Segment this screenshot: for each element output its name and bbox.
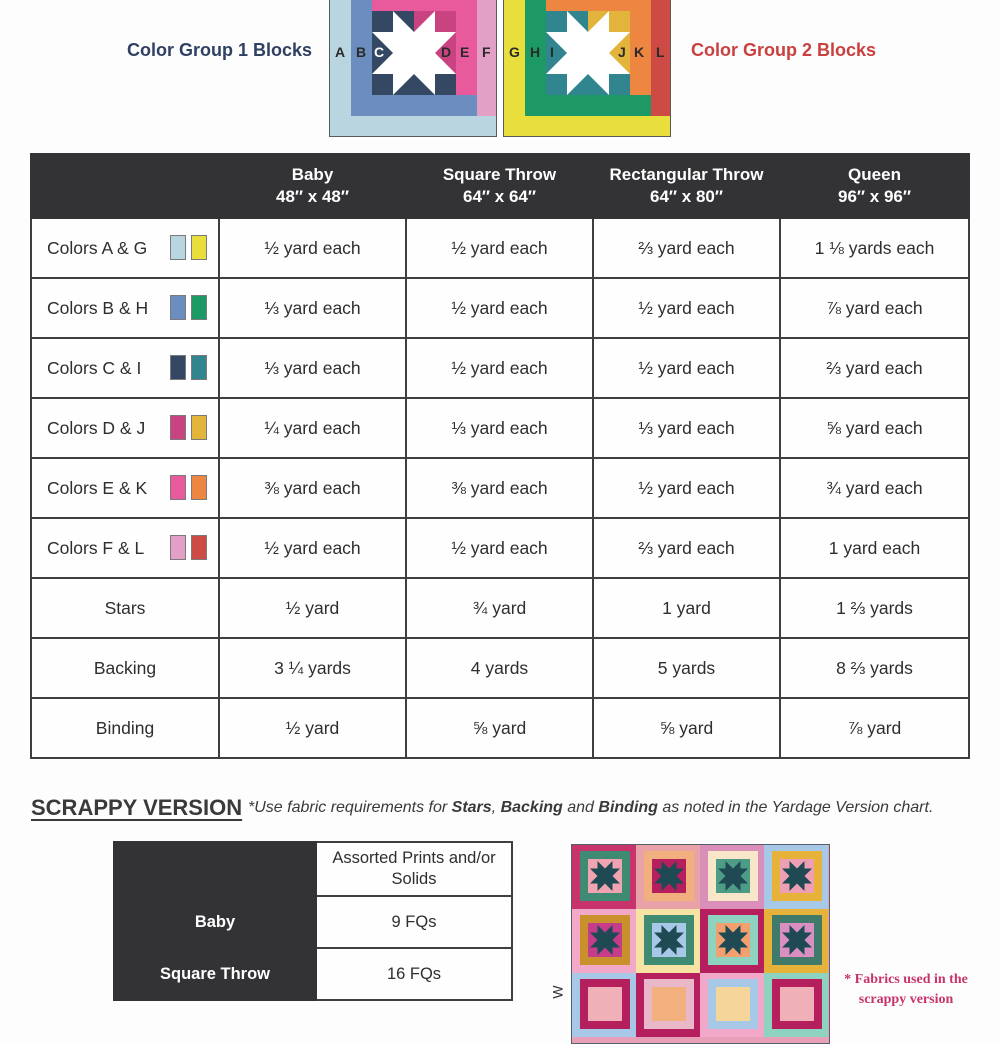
row-label bbox=[31, 458, 219, 518]
color-group-2-label: Color Group 2 Blocks bbox=[691, 40, 877, 60]
table-row bbox=[31, 278, 969, 338]
cell: ⅝ yard each bbox=[780, 398, 969, 458]
table-row bbox=[31, 578, 969, 638]
color-group-2-block bbox=[503, 0, 671, 137]
star-icon bbox=[718, 925, 748, 955]
row-label bbox=[31, 278, 219, 338]
letter-i: I bbox=[550, 44, 554, 60]
note-text: and bbox=[562, 799, 599, 816]
yardage-table bbox=[30, 153, 970, 759]
quilt-block bbox=[700, 909, 764, 973]
quilt-block bbox=[572, 909, 636, 973]
swatch-e bbox=[170, 475, 186, 500]
col-size: 48″ x 48″ bbox=[275, 187, 349, 206]
cell: 1 ⅔ yards bbox=[780, 578, 969, 638]
color-swatches bbox=[170, 235, 207, 260]
cell: 1 ⅛ yards each bbox=[780, 218, 969, 278]
quilt-block bbox=[636, 973, 700, 1037]
letter-d: D bbox=[441, 44, 452, 60]
col-size: 96″ x 96″ bbox=[837, 187, 911, 206]
table-row bbox=[31, 218, 969, 278]
row-label bbox=[31, 398, 219, 458]
row-label bbox=[31, 518, 219, 578]
note-bold-backing: Backing bbox=[500, 799, 563, 816]
letter-f: F bbox=[482, 44, 491, 60]
cell: 4 yards bbox=[406, 638, 593, 698]
quilt-block bbox=[572, 973, 636, 1037]
cell: ½ yard each bbox=[593, 458, 780, 518]
cell: ⅜ yard each bbox=[219, 458, 406, 518]
cell: ⅓ yard each bbox=[219, 278, 406, 338]
swatch-f bbox=[170, 535, 186, 560]
quilt-block bbox=[700, 973, 764, 1037]
table-row bbox=[31, 638, 969, 698]
star-icon bbox=[718, 861, 748, 891]
letter-k: K bbox=[634, 44, 645, 60]
quilt-block bbox=[636, 845, 700, 909]
cell: ¾ yard bbox=[406, 578, 593, 638]
row-label-text: Colors A & G bbox=[47, 237, 148, 258]
cell: 16 FQs bbox=[316, 948, 512, 1000]
table-row bbox=[31, 698, 969, 758]
cell: 1 yard each bbox=[780, 518, 969, 578]
scrappy-table bbox=[113, 841, 513, 1001]
cell: 9 FQs bbox=[316, 896, 512, 948]
cell: 5 yards bbox=[593, 638, 780, 698]
table-row bbox=[31, 398, 969, 458]
swatch-j bbox=[191, 415, 207, 440]
quilt-block bbox=[764, 909, 828, 973]
quilt-block bbox=[700, 845, 764, 909]
row-label-text: Colors B & H bbox=[47, 297, 149, 318]
cell: ¾ yard each bbox=[780, 458, 969, 518]
cell: ⅓ yard each bbox=[593, 398, 780, 458]
swatch-h bbox=[191, 295, 207, 320]
row-label: Backing bbox=[31, 638, 219, 698]
rotated-label: W bbox=[549, 985, 566, 999]
scrappy-header-empty bbox=[114, 842, 316, 896]
note-text: *Use fabric requirements for bbox=[248, 799, 452, 816]
scrappy-header-label: Assorted Prints and/or Solids bbox=[316, 842, 512, 896]
note-text: , bbox=[491, 799, 501, 816]
note-text: as noted in the Yardage Version chart. bbox=[657, 799, 934, 816]
swatch-a bbox=[170, 235, 186, 260]
cell: ⅓ yard each bbox=[219, 338, 406, 398]
row-label: Binding bbox=[31, 698, 219, 758]
color-group-1-block bbox=[329, 0, 497, 137]
letter-g: G bbox=[509, 44, 520, 60]
header-baby bbox=[219, 154, 406, 218]
cell: ½ yard bbox=[219, 698, 406, 758]
color-group-1-label: Color Group 1 Blocks bbox=[127, 40, 313, 60]
col-size: 64″ x 64″ bbox=[462, 187, 536, 206]
letter-b: B bbox=[356, 44, 367, 60]
col-name: Queen bbox=[848, 165, 901, 184]
swatch-b bbox=[170, 295, 186, 320]
row-label: Baby bbox=[114, 896, 316, 948]
table-row bbox=[31, 518, 969, 578]
star-icon bbox=[654, 861, 684, 891]
row-label bbox=[31, 218, 219, 278]
row-label-text: Colors D & J bbox=[47, 417, 146, 438]
letter-a: A bbox=[335, 44, 346, 60]
header-queen bbox=[780, 154, 969, 218]
table-row bbox=[114, 948, 512, 1000]
quilt-block bbox=[764, 845, 828, 909]
table-header-row bbox=[31, 154, 969, 218]
cell: 3 ¼ yards bbox=[219, 638, 406, 698]
table-row bbox=[114, 896, 512, 948]
color-swatches bbox=[170, 295, 207, 320]
letter-j: J bbox=[618, 44, 626, 60]
cell: 8 ⅔ yards bbox=[780, 638, 969, 698]
row-label-text: Colors E & K bbox=[47, 477, 148, 498]
swatch-k bbox=[191, 475, 207, 500]
cell: ½ yard each bbox=[219, 218, 406, 278]
star-icon bbox=[782, 925, 812, 955]
letter-e: E bbox=[460, 44, 470, 60]
row-label: Stars bbox=[31, 578, 219, 638]
scrappy-note bbox=[248, 799, 933, 817]
color-swatches bbox=[170, 535, 207, 560]
cell: ½ yard each bbox=[219, 518, 406, 578]
color-swatches bbox=[170, 475, 207, 500]
header-empty bbox=[31, 154, 219, 218]
col-name: Rectangular Throw bbox=[609, 165, 764, 184]
cell: ½ yard each bbox=[406, 338, 593, 398]
swatch-i bbox=[191, 355, 207, 380]
star-icon bbox=[782, 861, 812, 891]
cell: ⅔ yard each bbox=[593, 218, 780, 278]
cell: ⅝ yard bbox=[593, 698, 780, 758]
col-name: Baby bbox=[291, 165, 334, 184]
scrappy-quilt-image bbox=[571, 844, 830, 1044]
swatch-c bbox=[170, 355, 186, 380]
row-label: Square Throw bbox=[114, 948, 316, 1000]
header-square-throw bbox=[406, 154, 593, 218]
cell: ½ yard bbox=[219, 578, 406, 638]
scrappy-header-row bbox=[114, 842, 512, 896]
cell: ⅝ yard bbox=[406, 698, 593, 758]
cell: ⅞ yard each bbox=[780, 278, 969, 338]
quilt-block bbox=[764, 973, 828, 1037]
star-icon bbox=[654, 925, 684, 955]
color-swatches bbox=[170, 355, 207, 380]
cell: ½ yard each bbox=[406, 518, 593, 578]
row-label-text: Colors F & L bbox=[47, 537, 145, 558]
note-bold-stars: Stars bbox=[451, 799, 492, 816]
quilt-block bbox=[636, 909, 700, 973]
color-swatches bbox=[170, 415, 207, 440]
scrappy-fabrics-note: * Fabrics used in the scrappy version bbox=[844, 972, 968, 1007]
cell: 1 yard bbox=[593, 578, 780, 638]
cell: ½ yard each bbox=[593, 278, 780, 338]
letter-h: H bbox=[530, 44, 541, 60]
cell: ½ yard each bbox=[406, 278, 593, 338]
quilt-block bbox=[572, 845, 636, 909]
row-label bbox=[31, 338, 219, 398]
cell: ⅔ yard each bbox=[593, 518, 780, 578]
letter-c: C bbox=[374, 44, 385, 60]
table-row bbox=[31, 458, 969, 518]
star-icon bbox=[590, 861, 620, 891]
cell: ½ yard each bbox=[406, 218, 593, 278]
cell: ½ yard each bbox=[593, 338, 780, 398]
cell: ¼ yard each bbox=[219, 398, 406, 458]
cell: ⅔ yard each bbox=[780, 338, 969, 398]
table-row bbox=[31, 338, 969, 398]
scrappy-version-title: SCRAPPY VERSION bbox=[31, 795, 243, 820]
swatch-l bbox=[191, 535, 207, 560]
col-name: Square Throw bbox=[442, 165, 557, 184]
note-bold-binding: Binding bbox=[598, 799, 658, 816]
star-icon bbox=[590, 925, 620, 955]
row-label-text: Colors C & I bbox=[47, 357, 142, 378]
swatch-g bbox=[191, 235, 207, 260]
col-size: 64″ x 80″ bbox=[649, 187, 723, 206]
cell: ⅜ yard each bbox=[406, 458, 593, 518]
cell: ⅞ yard bbox=[780, 698, 969, 758]
swatch-d bbox=[170, 415, 186, 440]
header-rectangular-throw bbox=[593, 154, 780, 218]
cell: ⅓ yard each bbox=[406, 398, 593, 458]
letter-l: L bbox=[656, 44, 665, 60]
